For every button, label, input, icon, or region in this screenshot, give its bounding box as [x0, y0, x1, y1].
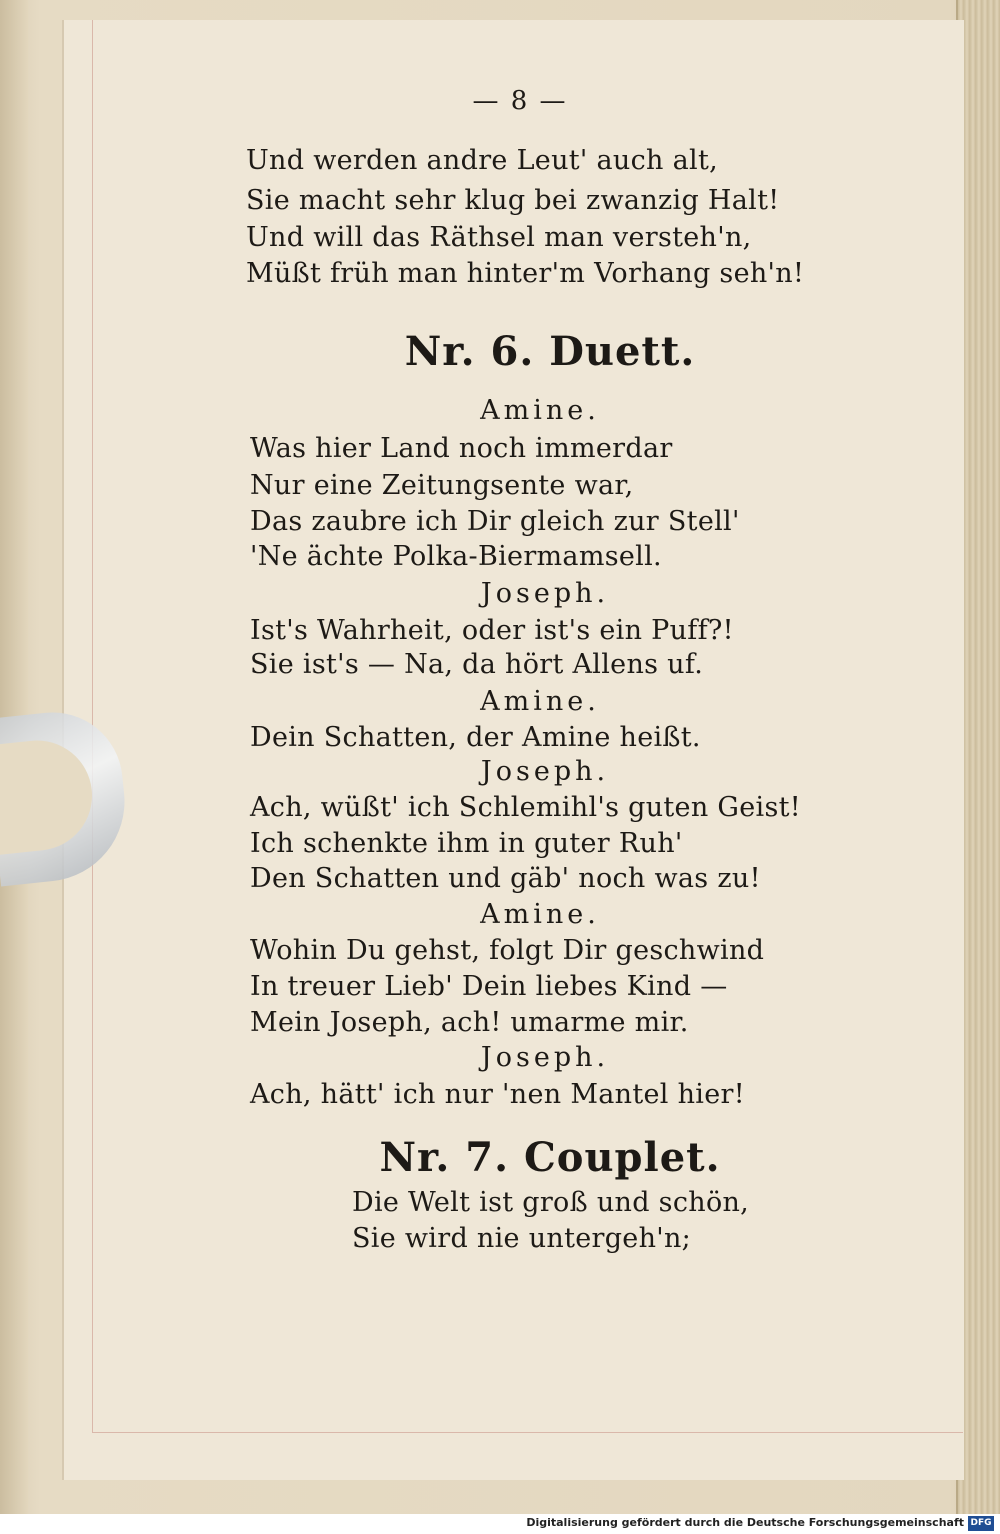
section-heading: Nr. 7. Couplet.: [379, 1134, 721, 1181]
verse-line: Ich schenkte ihm in guter Ruh': [250, 828, 683, 859]
speaker-name: Joseph.: [480, 1042, 610, 1073]
verse-line: Und werden andre Leut' auch alt,: [246, 145, 718, 176]
speaker-name: Amine.: [480, 395, 600, 426]
verse-line: Sie macht sehr klug bei zwanzig Halt!: [246, 185, 780, 216]
verse-line: Den Schatten und gäb' noch was zu!: [250, 863, 761, 894]
verse-line: Mein Joseph, ach! umarme mir.: [250, 1007, 689, 1038]
speaker-name: Joseph.: [480, 578, 610, 609]
speaker-name: Amine.: [480, 899, 600, 930]
digitization-footer: [0, 1514, 1000, 1534]
dfg-logo: DFG: [968, 1516, 994, 1531]
verse-line: Wohin Du gehst, folgt Dir geschwind: [250, 935, 765, 966]
verse-line: 'Ne ächte Polka-Biermamsell.: [250, 541, 662, 572]
verse-line: Sie ist's — Na, da hört Allens uf.: [250, 649, 704, 680]
verse-line: Dein Schatten, der Amine heißt.: [250, 722, 701, 753]
verse-line: Ist's Wahrheit, oder ist's ein Puff?!: [250, 615, 734, 646]
verse-line: Nur eine Zeitungsente war,: [250, 470, 634, 501]
page-number: — 8 —: [472, 86, 568, 116]
speaker-name: Joseph.: [480, 756, 610, 787]
verse-line: Das zaubre ich Dir gleich zur Stell': [250, 506, 740, 537]
verse-line: Müßt früh man hinter'm Vorhang seh'n!: [246, 258, 805, 289]
section-heading: Nr. 6. Duett.: [404, 328, 696, 375]
funding-credit: Digitalisierung gefördert durch die Deutsche Forschungsgemeinschaft: [526, 1516, 964, 1529]
verse-line: Was hier Land noch immerdar: [250, 433, 673, 464]
verse-line: Ach, hätt' ich nur 'nen Mantel hier!: [250, 1079, 745, 1110]
verse-line: In treuer Lieb' Dein liebes Kind —: [250, 971, 728, 1002]
verse-line: Die Welt ist groß und schön,: [352, 1187, 750, 1218]
verse-line: Und will das Räthsel man versteh'n,: [246, 222, 752, 253]
speaker-name: Amine.: [480, 686, 600, 717]
verse-line: Sie wird nie untergeh'n;: [352, 1223, 692, 1254]
verse-line: Ach, wüßt' ich Schlemihl's guten Geist!: [250, 792, 801, 823]
